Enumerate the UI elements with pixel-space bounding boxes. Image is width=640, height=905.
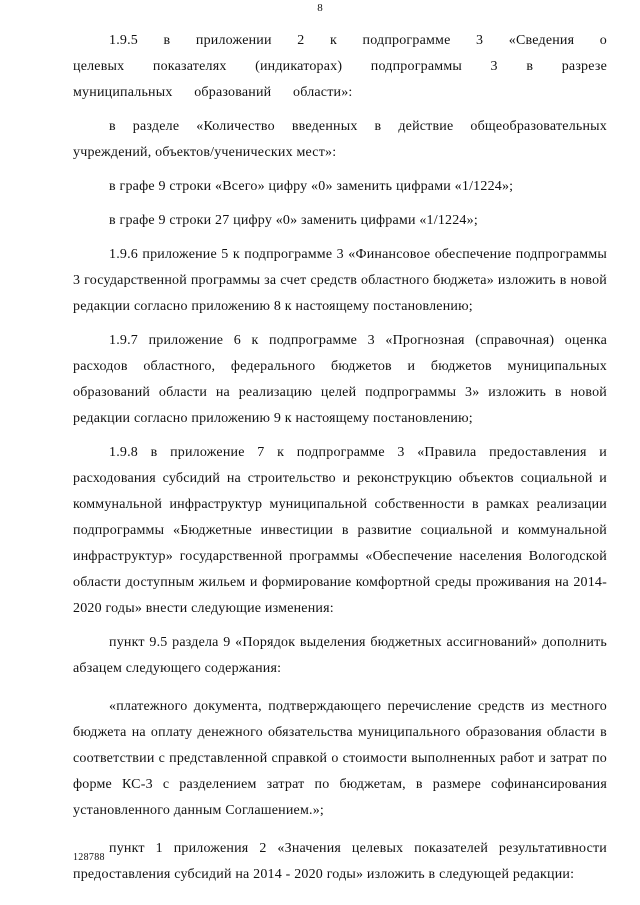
document-body [73,28,607,888]
paragraph-1-9-7: 1.9.7 приложение 6 к подпрограмме 3 «Прогнозная (справочная) оценка расходов областного, федерального бюджетов и бюджетов муниципальных образований области на реализацию целей подпрограммы 3» изложить в новой редакции согласно приложению 9 к настоящему постановлению; [73,333,607,426]
paragraph-column-9-row-27: в графе 9 строки 27 цифру «0» заменить цифрами «1/1224»; [109,213,478,228]
paragraph-1-9-5: 1.9.5 в приложении 2 к подпрограмме 3 «Сведения о целевых показателях (индикаторах) подпрограммы 3 в разрезе муниципальных образований области»: [73,33,607,100]
document-code: 128788 [73,852,105,863]
paragraph-quoted-insert: «платежного документа, подтверждающего перечисление средств из местного бюджета на оплату денежного обязательства муниципального образования области в соответствии с представленной справкой о стоимости выполненных работ и затрат по форме КС-3 с разделением затрат по бюджетам, в размере софинансирования установленного данным Соглашением.»; [73,699,607,818]
paragraph-column-9-total: в графе 9 строки «Всего» цифру «0» заменить цифрами «1/1224»; [109,179,514,194]
paragraph-point-9-5: пункт 9.5 раздела 9 «Порядок выделения бюджетных ассигнований» дополнить абзацем следующего содержания: [73,635,607,676]
paragraph-section-heading: в разделе «Количество введенных в действие общеобразовательных учреждений, объектов/ученических мест»: [73,119,607,160]
paragraph-point-1-appendix-2: пункт 1 приложения 2 «Значения целевых показателей результативности предоставления субсидий на 2014 - 2020 годы» изложить в следующей редакции: [73,841,607,882]
paragraph-1-9-8: 1.9.8 в приложение 7 к подпрограмме 3 «Правила предоставления и расходования субсидий на строительство и реконструкцию объектов социальной и коммунальной инфраструктур муниципальной собственности в рамках реализации подпрограммы «Бюджетные инвестиции в развитие социальной и коммунальной инфраструктур» государственной программы «Обеспечение населения Вологодской области доступным жильем и формирование комфортной среды проживания на 2014-2020 годы» внести следующие изменения: [73,445,607,616]
paragraph-1-9-6: 1.9.6 приложение 5 к подпрограмме 3 «Финансовое обеспечение подпрограммы 3 государственной программы за счет средств областного бюджета» изложить в новой редакции согласно приложению 8 к настоящему постановлению; [73,247,607,314]
page-number: 8 [317,2,323,14]
